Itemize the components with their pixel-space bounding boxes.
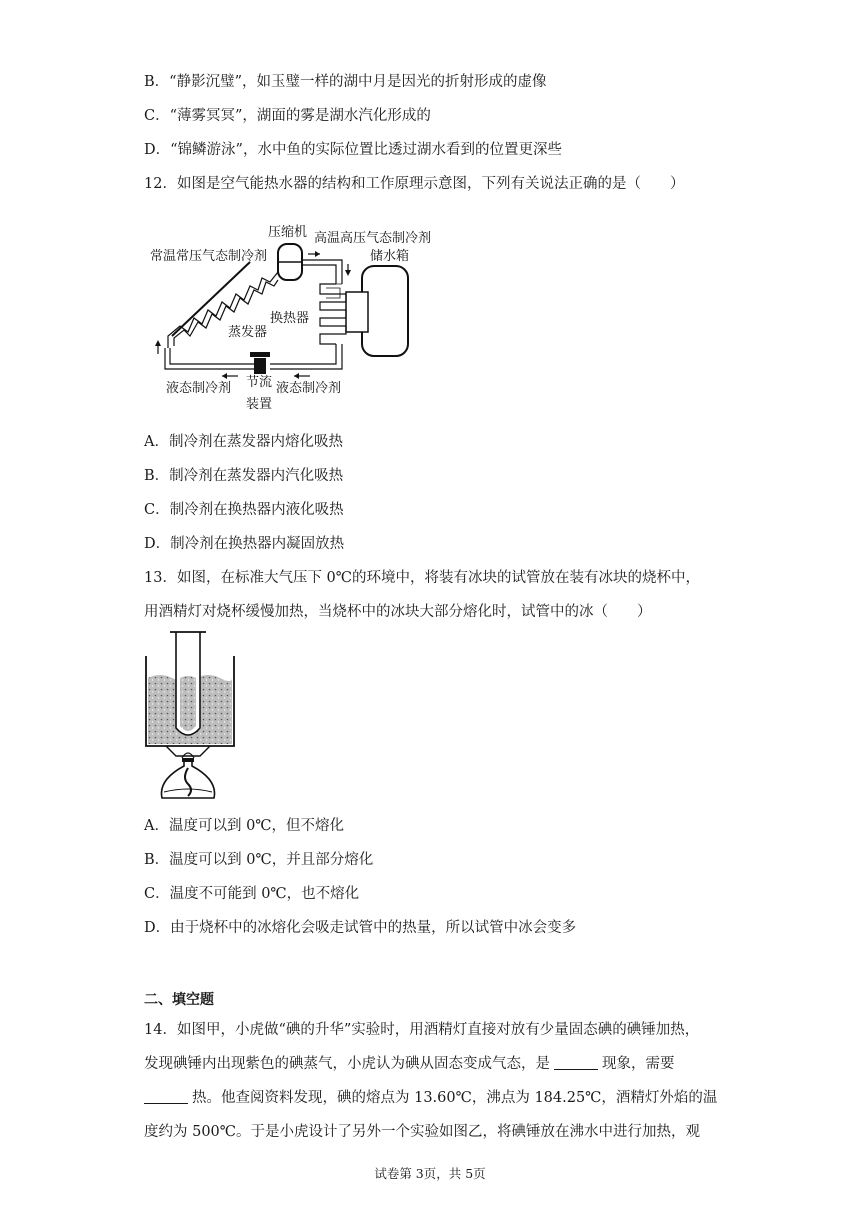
ice-test-tube-beaker-figure [142, 628, 236, 812]
q14-line3-text: 热。他查阅资料发现，碘的熔点为 13.60℃，沸点为 184.25℃，酒精灯外焰的温 [192, 1090, 718, 1106]
q13-stem-line1: 13．如图，在标准大气压下 0℃的环境中，将装有冰块的试管放在装有冰块的烧杯中， [144, 570, 701, 586]
q12-option-d: D．制冷剂在换热器内凝固放热 [144, 536, 345, 552]
page-footer: 试卷第 3页，共 5页 [374, 1166, 486, 1181]
test-tube-ice [180, 676, 196, 731]
q12-option-a: A．制冷剂在蒸发器内熔化吸热 [144, 434, 343, 450]
q12-option-c: C．制冷剂在换热器内液化吸热 [144, 502, 344, 518]
q14-line2-part2: 现象，需要 [602, 1056, 675, 1072]
q13-option-c: C．温度不可能到 0℃，也不熔化 [144, 886, 360, 902]
q12-stem: 12．如图是空气能热水器的结构和工作原理示意图，下列有关说法正确的是（ ） [144, 176, 685, 192]
q14-line1: 14．如图甲，小虎做“碘的升华”实验时，用酒精灯直接对放有少量固态碘的碘锤加热， [144, 1022, 700, 1038]
label-evaporator: 蒸发器 [228, 325, 268, 340]
q12-option-b: B．制冷剂在蒸发器内汽化吸热 [144, 468, 344, 484]
label-compressor: 压缩机 [268, 225, 308, 240]
q13-option-a: A．温度可以到 0℃，但不熔化 [144, 818, 345, 834]
q11-option-d: D．“锦鳞游泳”，水中鱼的实际位置比透过湖水看到的位置更深些 [144, 142, 562, 158]
label-normal-gas: 常温常压气态制冷剂 [150, 249, 268, 264]
air-energy-water-heater-figure [150, 218, 450, 418]
label-storage-tank: 储水箱 [370, 249, 410, 264]
q13-option-b: B．温度可以到 0℃，并且部分熔化 [144, 852, 374, 868]
answer-blank-1[interactable] [554, 1055, 598, 1070]
throttle-valve-shape [254, 358, 266, 374]
q14-line2-part1: 发现碘锤内出现紫色的碘蒸气，小虎认为碘从固态变成气态，是 [144, 1056, 550, 1072]
q13-option-d: D．由于烧杯中的冰熔化会吸走试管中的热量，所以试管中冰会变多 [144, 920, 577, 936]
label-high-temp-gas: 高温高压气态制冷剂 [314, 231, 432, 246]
q13-stem-line2: 用酒精灯对烧杯缓慢加热，当烧杯中的冰块大部分熔化时，试管中的冰（ ） [144, 604, 652, 620]
label-throttle-1: 节流 [246, 375, 273, 390]
section-heading-fill-in: 二、填空题 [144, 992, 214, 1008]
q11-option-b: B．“静影沉璧”，如玉璧一样的湖中月是因光的折射形成的虚像 [144, 74, 547, 90]
water-tank-shape [362, 266, 408, 356]
heat-exchanger-coil [320, 284, 346, 344]
label-liquid-refrigerant-right: 液态制冷剂 [276, 381, 342, 396]
answer-blank-2[interactable] [144, 1089, 188, 1104]
alcohol-lamp [161, 760, 214, 798]
label-heat-exchanger: 换热器 [270, 311, 310, 326]
q14-line3 [144, 1088, 717, 1108]
label-throttle-2: 装置 [246, 397, 273, 412]
q14-line4: 度约为 500℃。于是小虎设计了另外一个实验如图乙，将碘锤放在沸水中进行加热，观 [144, 1124, 701, 1140]
q11-option-c: C．“薄雾冥冥”，湖面的雾是湖水汽化形成的 [144, 108, 431, 124]
q14-line2 [144, 1054, 675, 1074]
label-liquid-refrigerant-left: 液态制冷剂 [166, 381, 232, 396]
